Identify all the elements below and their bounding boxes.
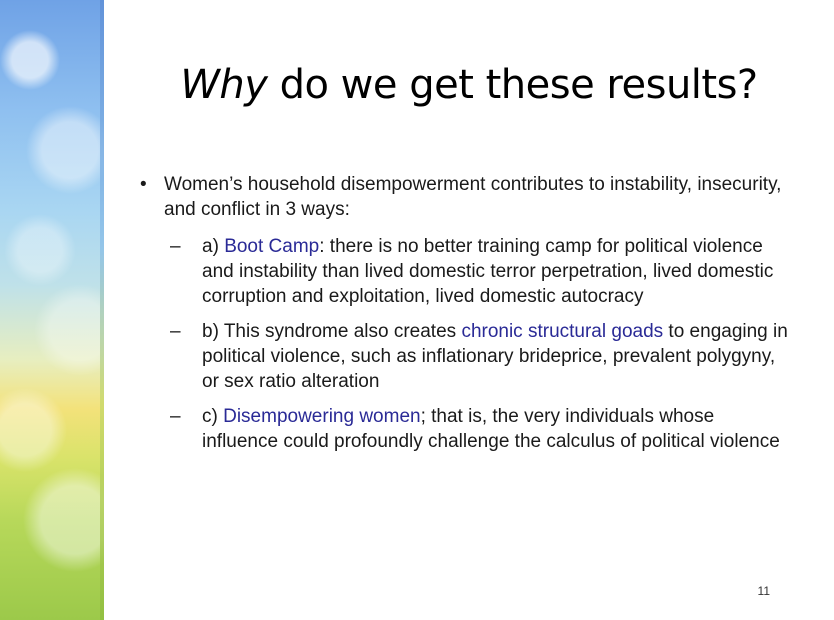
- slide-title: [104, 62, 834, 108]
- sub-bullet-b: [164, 319, 790, 394]
- sub-bullet-rest: ; that is, the very individuals whose influence could profoundly challenge the calculus of political violence: [202, 406, 780, 452]
- slide-body: [140, 172, 790, 464]
- dash-marker: –: [170, 321, 181, 342]
- title-rest: do we get these results?: [267, 62, 758, 108]
- sub-bullet-prefix: b) This syndrome also creates: [202, 321, 462, 342]
- title-emphasis: Why: [180, 62, 268, 108]
- decorative-side-band: [0, 0, 104, 620]
- sub-bullet-list: [140, 234, 790, 454]
- sub-bullet-highlight: chronic structural goads: [461, 321, 664, 342]
- sub-bullet-rest: to engaging in political violence, such as inflationary brideprice, prevalent polygyny, or sex ratio alteration: [202, 321, 788, 392]
- sub-bullet-highlight: Boot Camp: [224, 236, 320, 257]
- sub-bullet-c: [164, 404, 790, 454]
- dash-marker: –: [170, 236, 181, 257]
- sub-bullet-prefix: a): [202, 236, 225, 257]
- sub-bullet-prefix: c): [202, 406, 224, 427]
- sub-bullet-highlight: Disempowering women: [223, 406, 421, 427]
- sub-bullet-rest: : there is no better training camp for political violence and instability than lived domestic terror perpetration, lived domestic corruption and exploitation, lived domestic autocracy: [202, 236, 774, 307]
- sub-bullet-a: [164, 234, 790, 309]
- bullet-marker: •: [140, 174, 147, 195]
- main-bullet: [140, 172, 790, 222]
- dash-marker: –: [170, 406, 181, 427]
- main-bullet-text: Women’s household disempowerment contributes to instability, insecurity, and conflict in 3 ways:: [164, 174, 782, 220]
- page-number: 11: [757, 584, 770, 598]
